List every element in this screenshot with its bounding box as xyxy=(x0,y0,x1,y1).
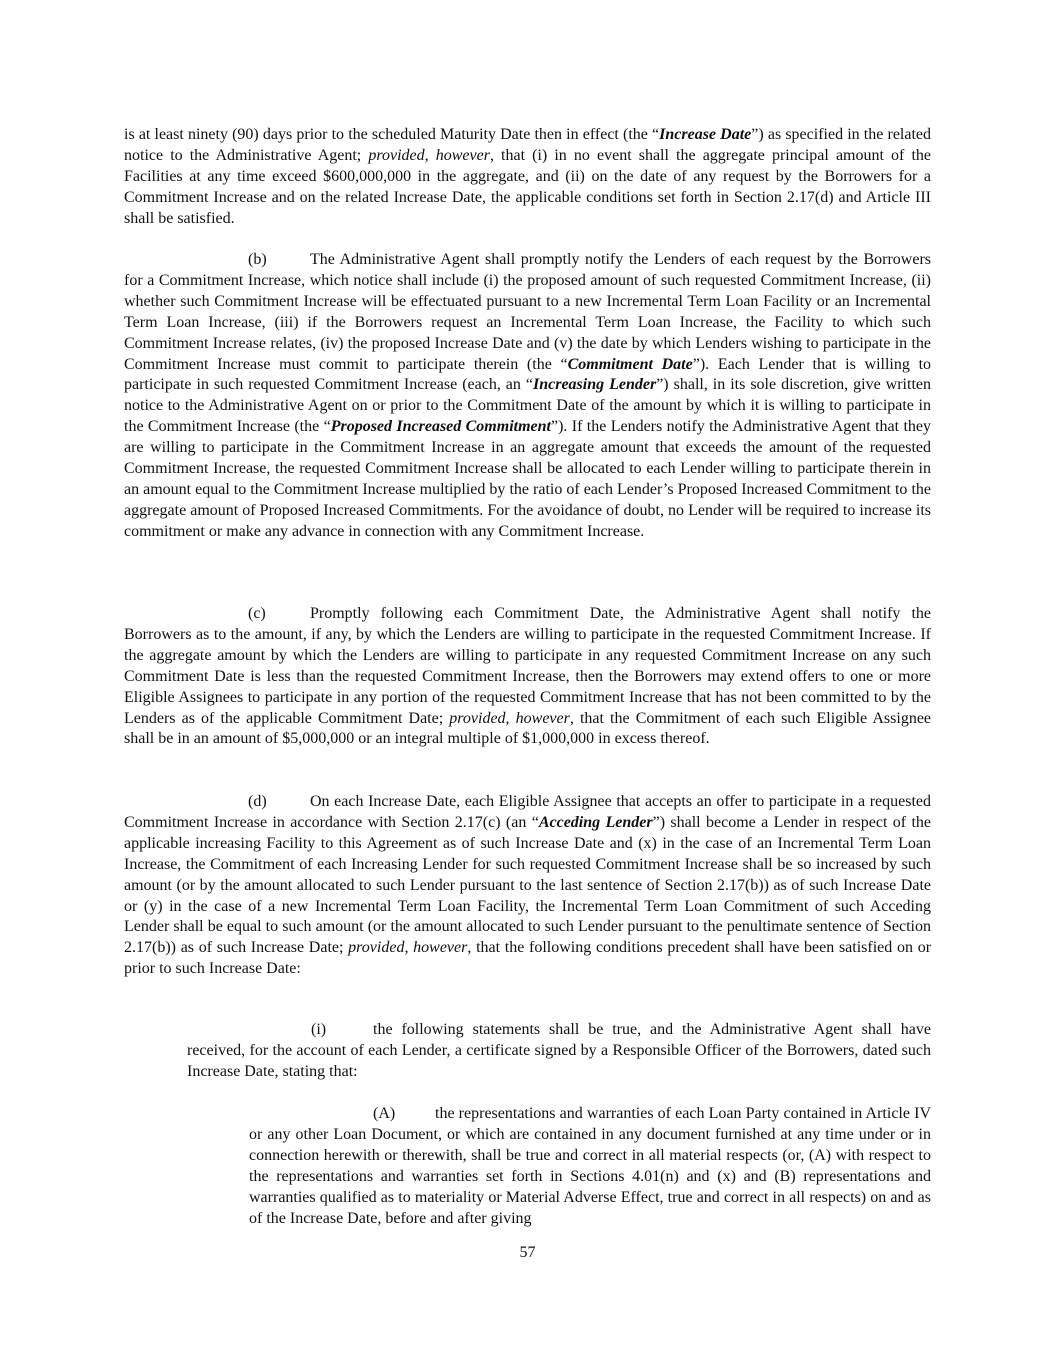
text: ”) shall, in its sole discretion, give written notice to the Administrative Agent on or prior to the Commitment Date of the amount by which it is willing to participate in the Commitment Increase (the “ xyxy=(124,376,931,436)
defined-term-commitment-date: Commitment Date xyxy=(567,355,693,373)
paragraph-i xyxy=(187,1020,931,1083)
defined-term-proposed-increased-commitment: Proposed Increased Commitment xyxy=(330,418,551,436)
defined-term-increasing-lender: Increasing Lender xyxy=(532,376,657,394)
text: The Administrative Agent shall promptly notify the Lenders of each request by the Borrowers for a Commitment Increase, which notice shall include (i) the proposed amount of such requested Commitment Increase, (ii) whether such Commitment Increase will be effectuated pursuant to a new Incremental Term Loan Facility or an Incremental Term Loan Increase, (iii) if the Borrowers request an Incremental Term Loan Increase, the Facility to which such Commitment Increase relates, (iv) the proposed Increase Date and (v) the date by which Lenders wishing to participate in the Commitment Increase must commit to participate therein (the “ xyxy=(124,251,931,373)
text: is at least ninety (90) days prior to the scheduled Maturity Date then in effect (the “ xyxy=(124,126,660,143)
text: , that (i) in no event shall the aggregate principal amount of the Facilities at any time exceed $600,000,000 in the aggregate, and (ii) on the date of any request by the Borrowers for a Commitment Increase and on the related Increase Date, the applicable conditions set forth in Section 2.17(d) and Article III shall be satisfied. xyxy=(124,146,932,227)
text: On each Increase Date, each Eligible Assignee that accepts an offer to participate in a requested Commitment Increase in accordance with Section 2.17(c) (an “ xyxy=(124,793,931,831)
italic-however: however xyxy=(413,939,468,957)
paragraph-label: (A) xyxy=(373,1105,396,1122)
paragraph-A xyxy=(249,1104,931,1229)
text: the representations and warranties of each Loan Party contained in Article IV or any other Loan Document, or which are contained in any document furnished at any time under or in connection herewith or therewith, shall be true and correct in all material respects (or, (A) with respect to the representations and warranties set forth in Sections 4.01(n) and (x) and (B) representations and warranties qualified as to materiality or Material Adverse Effect, true and correct in all respects) on and as of the Increase Date, before and after giving xyxy=(249,1105,931,1227)
italic-however: however xyxy=(515,709,570,727)
text: ”). If the Lenders notify the Administrative Agent that they are willing to participate in the Commitment Increase in an aggregate amount that exceeds the amount of the requested Commitment Increase, the requested Commitment Increase shall be allocated to each Lender willing to participate therein in an amount equal to the Commitment Increase multiplied by the ratio of each Lender’s Proposed Increased Commitment to the aggregate amount of Proposed Increased Commitments. For the avoidance of doubt, no Lender will be required to increase its commitment or make any advance in connection with any Commitment Increase. xyxy=(124,418,931,540)
defined-term-increase-date: Increase Date xyxy=(659,126,752,143)
italic-provided: provided xyxy=(348,939,405,957)
paragraph-c: (c) Promptly following each Commitment Date, the Administrative Agent shall notify the Borrowers as to the amount, if any, by which the Lenders are willing to participate in the requested Commitment Increase. If the aggregate amount by which the Lenders are willing to participate in any requested Commitment Increase on any such Commitment Date is less than the requested Commitment Increase, then the Borrowers may extend offers to one or more Eligible Assignees to participate in any portion of the requested Commitment Increase that has not been committed to by the Lenders as of the applicable Commitment Date; provided, however, that the Commitment of each such Eligible Assignee shall be in an amount of $5,000,000 or an integral multiple of $1,000,000 in excess thereof. xyxy=(124,605,932,748)
italic-however: however xyxy=(435,146,490,164)
paragraph-b xyxy=(124,250,931,543)
paragraph-label: (c) xyxy=(248,605,266,622)
text: , that the following conditions precedent shall have been satisfied on or prior to such Increase Date: xyxy=(124,939,932,978)
text: Promptly following each Commitment Date, the Administrative Agent shall notify the Borrowers as to the amount, if any, by which the Lenders are willing to participate in the requested Commitment Increase. If the aggregate amount by which the Lenders are willing to participate in any requested Commitment Increase on any such Commitment Date is less than the requested Commitment Increase, then the Borrowers may extend offers to one or more Eligible Assignees to participate in any portion of the requested Commitment Increase that has not been committed to by the Lenders as of the applicable Commitment Date; xyxy=(124,605,931,727)
paragraph-continuation: is at least ninety (90) days prior to the scheduled Maturity Date then in effect (the “Increase Date”) as specified in the related notice to the Administrative Agent; provided, however, that (i) in no event shall the aggregate principal amount of the Facilities at any time exceed $600,000,000 in the aggregate, and (ii) on the date of any request by the Borrowers for a Commitment Increase and on the related Increase Date, the applicable conditions set forth in Section 2.17(d) and Article III shall be satisfied. xyxy=(124,126,932,227)
text: ”) shall become a Lender in respect of the applicable increasing Facility to this Agreement as of such Increase Date and (x) in the case of an Incremental Term Loan Increase, the Commitment of each Increasing Lender for such requested Commitment Increase shall be so increased by such amount (or by the amount allocated to such Lender pursuant to the last sentence of Section 2.17(b)) as of such Increase Date or (y) in the case of a new Incremental Term Loan Facility, the Incremental Term Loan Commitment of such Acceding Lender shall be equal to such amount (or the amount allocated to such Lender pursuant to the penultimate sentence of Section 2.17(b)) as of such Increase Date; xyxy=(124,813,932,957)
text: ”). Each Lender that is willing to participate in such requested Commitment Increase (each, an “ xyxy=(124,355,932,394)
defined-term-acceding-lender: Acceding Lender xyxy=(538,813,653,831)
text: the following statements shall be true, and the Administrative Agent shall have received, for the account of each Lender, a certificate signed by a Responsible Officer of the Borrowers, dated such Increase Date, stating that: xyxy=(187,1021,931,1080)
italic-provided: provided xyxy=(368,146,425,164)
italic-provided: provided xyxy=(449,709,506,727)
paragraph-label: (i) xyxy=(311,1021,327,1038)
paragraph-label: (d) xyxy=(248,793,267,810)
page-number: 57 xyxy=(519,1244,536,1261)
text: ”) as specified in the related notice to the Administrative Agent; xyxy=(124,126,932,164)
text: , that the Commitment of each such Eligible Assignee shall be in an amount of $5,000,000 or an integral multiple of $1,000,000 in excess thereof. xyxy=(124,709,932,748)
paragraph-label: (b) xyxy=(248,251,267,268)
paragraph-d: (d) On each Increase Date, each Eligible Assignee that accepts an offer to participate in a requested Commitment Increase in accordance with Section 2.17(c) (an “Acceding Lender”) shall become a Lender in respect of the applicable increasing Facility to this Agreement as of such Increase Date and (x) in the case of an Incremental Term Loan Increase, the Commitment of each Increasing Lender for such requested Commitment Increase shall be so increased by such amount (or by the amount allocated to such Lender pursuant to the last sentence of Section 2.17(b)) as of such Increase Date or (y) in the case of a new Incremental Term Loan Facility, the Incremental Term Loan Commitment of such Acceding Lender shall be equal to such amount (or the amount allocated to such Lender pursuant to the penultimate sentence of Section 2.17(b)) as of such Increase Date; provided, however, that the following conditions precedent shall have been satisfied on or prior to such Increase Date: xyxy=(124,793,932,978)
